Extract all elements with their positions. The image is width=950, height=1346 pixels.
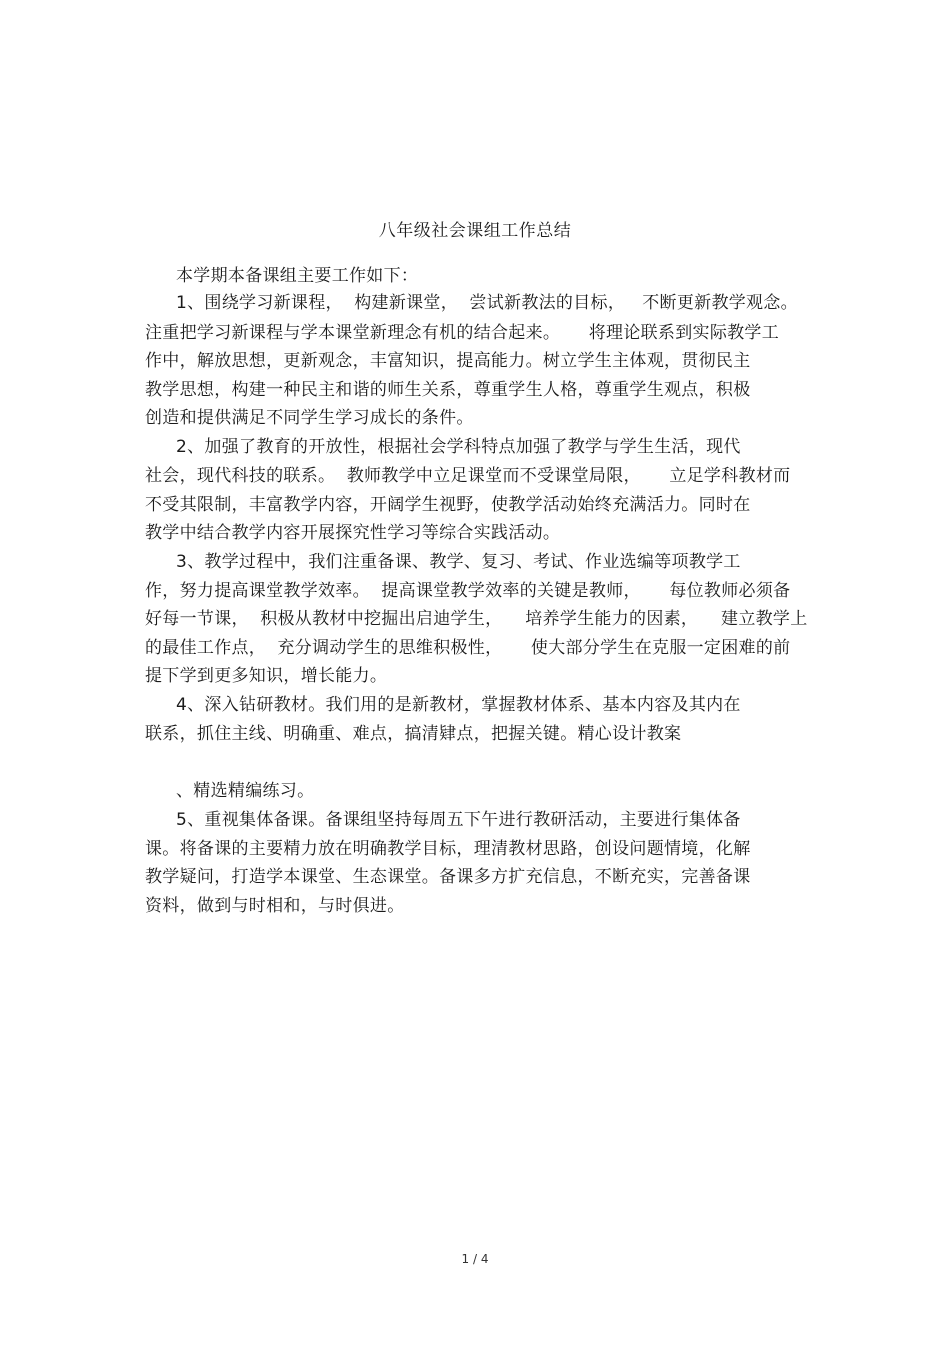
paragraph-line: 的最佳工作点， 充分调动学生的思维积极性， 使大部分学生在克服一定困难的前 — [145, 638, 791, 658]
paragraph-line: 不受其限制，丰富教学内容，开阔学生视野，使教学活动始终充满活力。同时在 — [145, 495, 751, 515]
paragraph-line: 创造和提供满足不同学生学习成长的条件。 — [145, 408, 474, 428]
paragraph-line: 教学思想，构建一种民主和谐的师生关系，尊重学生人格，尊重学生观点，积极 — [145, 380, 751, 400]
paragraph-line: 教学疑问，打造学本课堂、生态课堂。备课多方扩充信息，不断充实，完善备课 — [145, 867, 751, 887]
paragraph-line: 2、加强了教育的开放性，根据社会学科特点加强了教学与学生生活，现代 — [176, 437, 741, 457]
paragraph-line: 5、重视集体备课。备课组坚持每周五下午进行教研活动，主要进行集体备 — [176, 810, 741, 830]
paragraph-line-intro: 本学期本备课组主要工作如下： — [176, 266, 419, 286]
paragraph-line: 提下学到更多知识，增长能力。 — [145, 666, 388, 686]
page-number: 1 / 4 — [461, 1252, 489, 1266]
paragraph-line: 资料，做到与时相和，与时俱进。 — [145, 896, 405, 916]
paragraph-line: 4、深入钻研教材。我们用的是新教材，掌握教材体系、基本内容及其内在 — [176, 695, 741, 715]
paragraph-line: 社会，现代科技的联系。 教师教学中立足课堂而不受课堂局限， 立足学科教材而 — [145, 466, 791, 486]
paragraph-line: 教学中结合教学内容开展探究性学习等综合实践活动。 — [145, 523, 561, 543]
paragraph-line: 作中，解放思想，更新观念，丰富知识，提高能力。树立学生主体观，贯彻民主 — [145, 351, 751, 371]
paragraph-line: 课。将备课的主要精力放在明确教学目标，理清教材思路，创设问题情境，化解 — [145, 839, 751, 859]
document-title: 八年级社会课组工作总结 — [378, 221, 572, 241]
paragraph-line: 好每一节课， 积极从教材中挖掘出启迪学生， 培养学生能力的因素， 建立教学上 — [145, 609, 808, 629]
paragraph-line: 注重把学习新课程与学本课堂新理念有机的结合起来。 将理论联系到实际教学工 — [145, 323, 780, 343]
paragraph-line: 作，努力提高课堂教学效率。 提高课堂教学效率的关键是教师， 每位教师必须备 — [145, 581, 791, 601]
paragraph-line: 3、教学过程中，我们注重备课、教学、复习、考试、作业选编等项教学工 — [176, 552, 741, 572]
paragraph-line: 、精选精编练习。 — [176, 781, 315, 801]
paragraph-line: 1、围绕学习新课程， 构建新课堂， 尝试新教法的目标， 不断更新教学观念。 — [176, 293, 798, 313]
paragraph-line: 联系，抓住主线、明确重、难点，搞清肄点，把握关键。精心设计教案 — [145, 724, 682, 744]
